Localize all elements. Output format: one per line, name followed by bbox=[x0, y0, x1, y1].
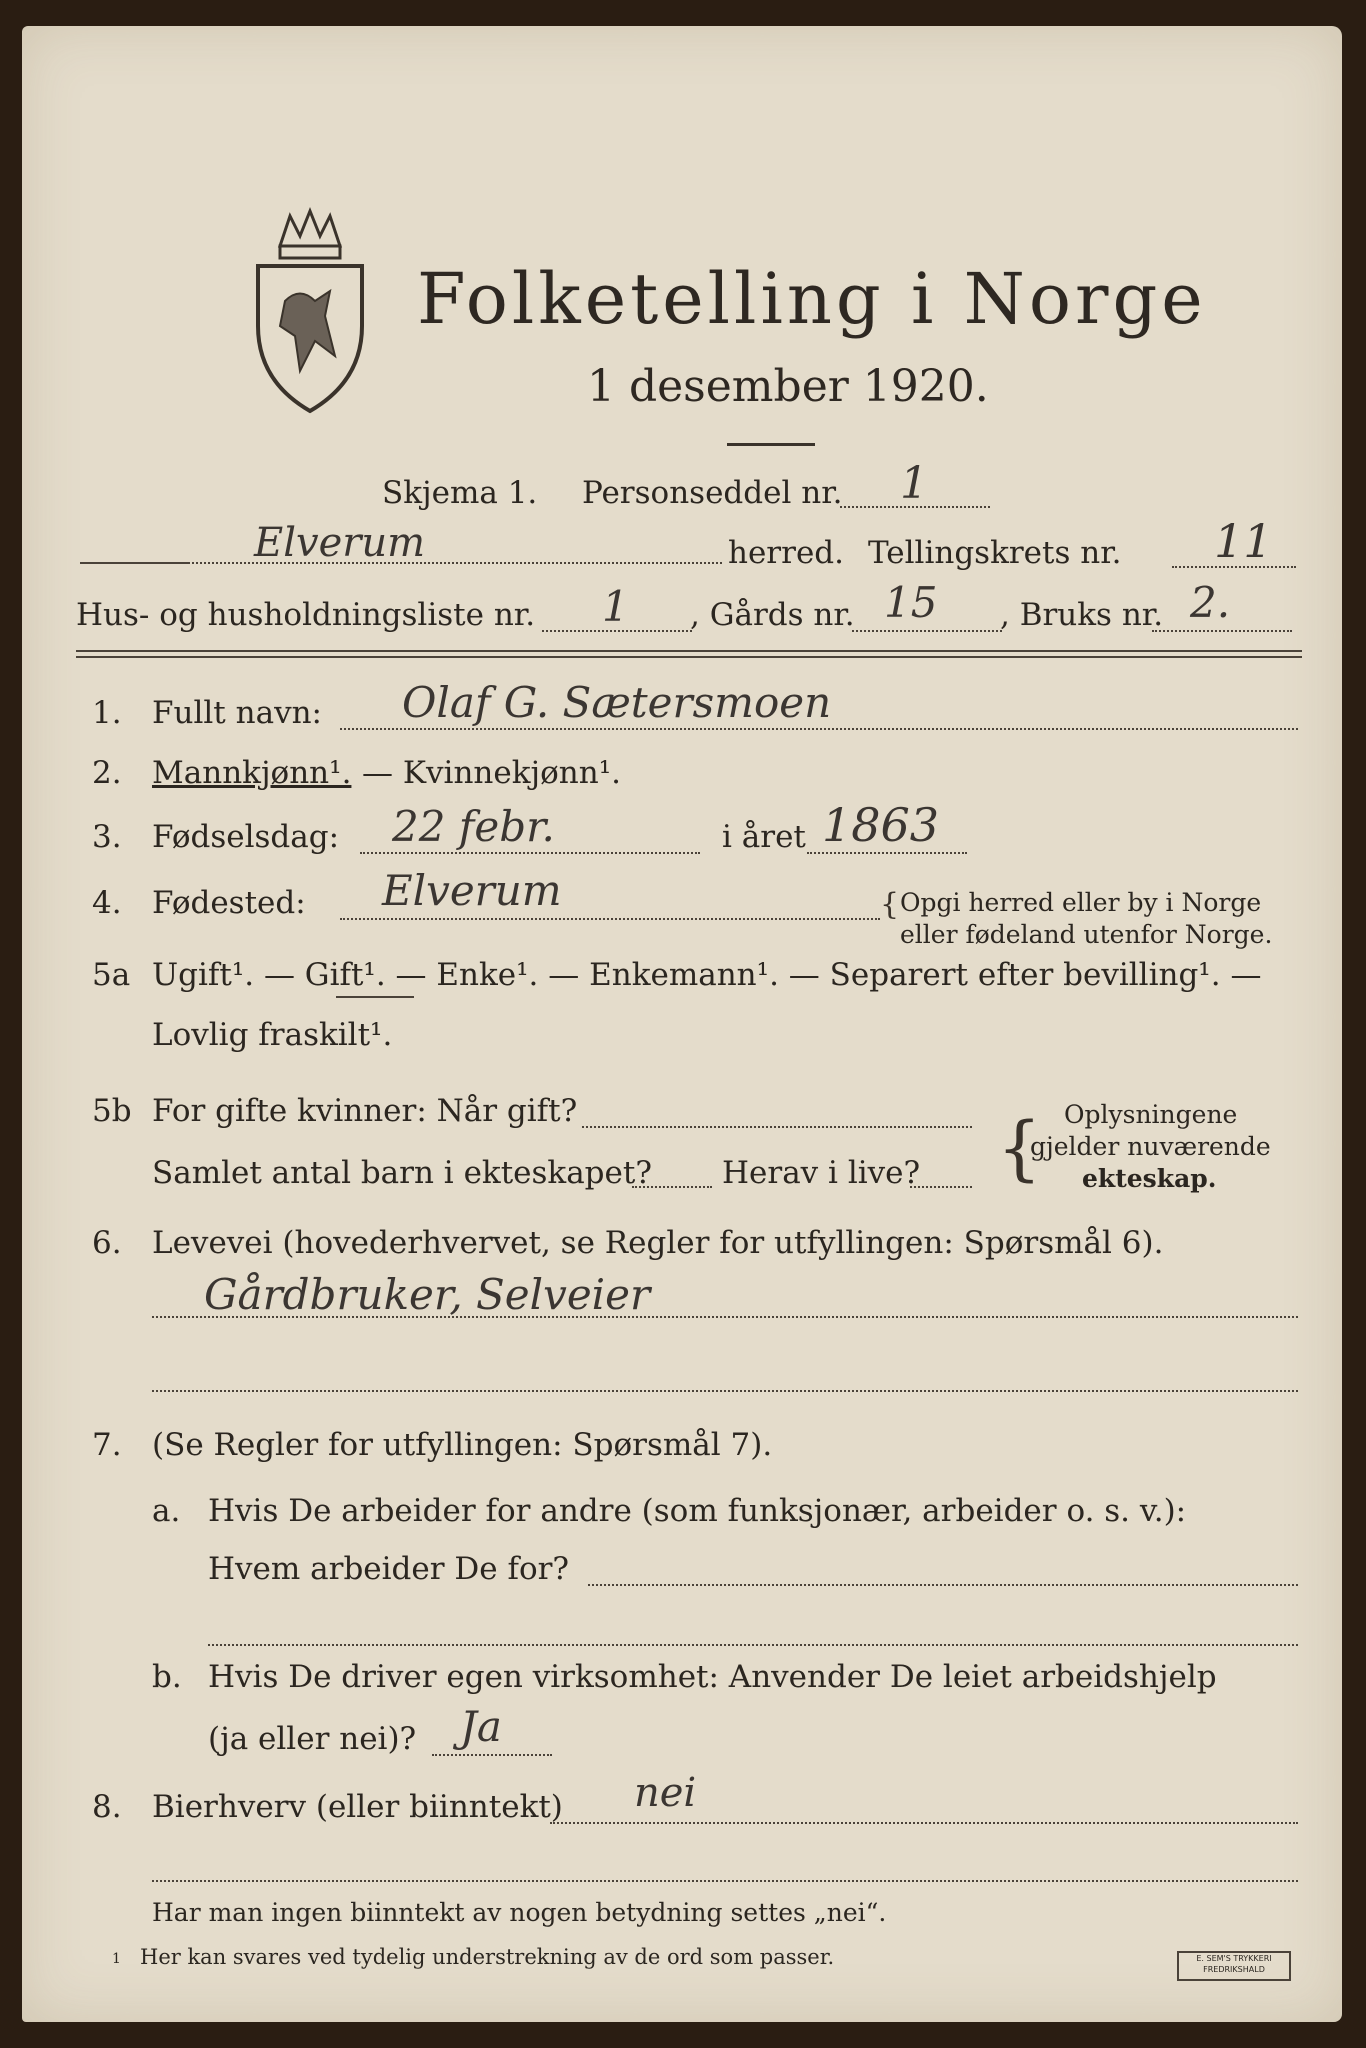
q3-year-label: i året bbox=[722, 819, 806, 855]
q5b-note-line-3: ekteskap. bbox=[1082, 1164, 1217, 1193]
q5b-note-line-1: Oplysningene bbox=[1064, 1100, 1238, 1129]
gards-field-line bbox=[852, 630, 1002, 632]
q2-number: 2. bbox=[92, 755, 122, 791]
q2-kvinnekjonn-option[interactable]: — Kvinnekjønn¹. bbox=[362, 755, 621, 791]
q8-field-line-2 bbox=[152, 1880, 1298, 1882]
census-date: 1 desember 1920. bbox=[587, 361, 989, 412]
q7b-field-line bbox=[432, 1754, 552, 1756]
herred-value[interactable]: Elverum bbox=[254, 520, 426, 566]
printer-stamp: E. SEM'S TRYKKERI FREDRIKSHALD bbox=[1177, 1951, 1291, 1981]
q3-year-value[interactable]: 1863 bbox=[822, 798, 940, 852]
q5a-gift-underline bbox=[336, 996, 414, 998]
q8-field-line bbox=[550, 1822, 1298, 1824]
hus-label: Hus- og husholdningsliste nr. bbox=[76, 597, 536, 633]
q4-birthplace-value[interactable]: Elverum bbox=[382, 866, 562, 915]
q6-label: Levevei (hovederhvervet, se Regler for utfyllingen: Spørsmål 6). bbox=[152, 1225, 1164, 1261]
q4-field-line bbox=[340, 918, 880, 920]
q7a-employer-field-line bbox=[588, 1584, 1298, 1586]
gards-value[interactable]: 15 bbox=[884, 578, 938, 627]
q7a-letter: a. bbox=[152, 1493, 181, 1529]
header-divider-bottom bbox=[76, 656, 1302, 658]
gards-label: , Gårds nr. bbox=[690, 597, 855, 633]
q5b-brace: { bbox=[997, 1107, 1042, 1189]
q5b-number: 5b bbox=[92, 1093, 132, 1129]
herred-left-rule bbox=[80, 562, 190, 564]
q5b-married-field-line bbox=[582, 1126, 972, 1128]
bruks-label: , Bruks nr. bbox=[1000, 597, 1164, 633]
norway-coat-of-arms-icon bbox=[250, 206, 370, 416]
q8-value[interactable]: nei bbox=[634, 1770, 697, 1816]
footnote-text: Her kan svares ved tydelig understrekning av de ord som passer. bbox=[140, 1945, 835, 1969]
q7b-ja-nei-label: (ja eller nei)? bbox=[208, 1721, 417, 1757]
q1-full-name-value[interactable]: Olaf G. Sætersmoen bbox=[402, 678, 832, 727]
q6-field-line-1 bbox=[152, 1316, 1298, 1318]
q5b-note-line-2: gjelder nuværende bbox=[1030, 1132, 1271, 1161]
q8-number: 8. bbox=[92, 1789, 122, 1825]
hus-value[interactable]: 1 bbox=[602, 582, 629, 631]
tellingskrets-label: Tellingskrets nr. bbox=[868, 535, 1122, 571]
q7-number: 7. bbox=[92, 1427, 122, 1463]
skjema-label: Skjema 1. bbox=[382, 475, 538, 511]
footer-note: Har man ingen biinntekt av nogen betydning settes „nei“. bbox=[152, 1898, 887, 1927]
q8-label: Bierhverv (eller biinntekt) bbox=[152, 1789, 563, 1825]
q4-number: 4. bbox=[92, 885, 122, 921]
q5a-options-line-2[interactable]: Lovlig fraskilt¹. bbox=[152, 1017, 393, 1053]
q1-field-line bbox=[340, 728, 1298, 730]
bruks-field-line bbox=[1152, 630, 1292, 632]
q3-number: 3. bbox=[92, 819, 122, 855]
q4-note-line-1: Opgi herred eller by i Norge bbox=[900, 888, 1262, 917]
personseddel-label: Personseddel nr. bbox=[582, 475, 843, 511]
q7a-question: Hvis De arbeider for andre (som funksjonær, arbeider o. s. v.): bbox=[208, 1493, 1187, 1529]
personseddel-value[interactable]: 1 bbox=[900, 458, 928, 509]
herred-label: herred. bbox=[728, 535, 844, 571]
q4-brace: { bbox=[880, 887, 900, 922]
q3-year-field-line bbox=[807, 852, 967, 854]
q7-label: (Se Regler for utfyllingen: Spørsmål 7). bbox=[152, 1427, 773, 1463]
q4-label: Fødested: bbox=[152, 885, 306, 921]
footnote-mark: 1 bbox=[112, 1951, 121, 1967]
bruks-value[interactable]: 2. bbox=[1190, 578, 1231, 627]
q5b-label-children: Samlet antal barn i ekteskapet? bbox=[152, 1155, 652, 1191]
q7a-employer-label: Hvem arbeider De for? bbox=[208, 1551, 570, 1587]
q1-label: Fullt navn: bbox=[152, 695, 322, 731]
q4-note-line-2: eller fødeland utenfor Norge. bbox=[900, 920, 1273, 949]
q6-occupation-value[interactable]: Gårdbruker, Selveier bbox=[204, 1270, 651, 1319]
q5a-number: 5a bbox=[92, 957, 131, 993]
title-divider bbox=[727, 443, 815, 446]
tellingskrets-value[interactable]: 11 bbox=[1214, 514, 1273, 568]
q3-field-line bbox=[360, 852, 700, 854]
census-form-sheet bbox=[22, 26, 1342, 2022]
q1-number: 1. bbox=[92, 695, 122, 731]
q5b-label-alive: Herav i live? bbox=[722, 1155, 921, 1191]
q6-number: 6. bbox=[92, 1225, 122, 1261]
header-divider-top bbox=[76, 650, 1302, 652]
q3-label: Fødselsdag: bbox=[152, 819, 340, 855]
q7b-letter: b. bbox=[152, 1659, 182, 1695]
q7b-value[interactable]: Ja bbox=[460, 1702, 502, 1751]
q2-mannkjonn-option[interactable]: Mannkjønn¹. bbox=[152, 755, 352, 791]
q3-birthday-value[interactable]: 22 febr. bbox=[392, 802, 555, 851]
q5b-alive-field-line bbox=[910, 1186, 972, 1188]
q5b-label-married-when: For gifte kvinner: Når gift? bbox=[152, 1093, 578, 1129]
q5b-children-field-line bbox=[632, 1186, 712, 1188]
q6-field-line-2 bbox=[152, 1390, 1298, 1392]
q5a-options-line-1[interactable]: Ugift¹. — Gift¹. — Enke¹. — Enkemann¹. — Separert efter bevilling¹. — bbox=[152, 957, 1262, 993]
q7a-employer-field-line-2 bbox=[208, 1644, 1298, 1646]
page-title: Folketelling i Norge bbox=[417, 258, 1207, 340]
q7b-question: Hvis De driver egen virksomhet: Anvender De leiet arbeidshjelp bbox=[208, 1659, 1217, 1695]
